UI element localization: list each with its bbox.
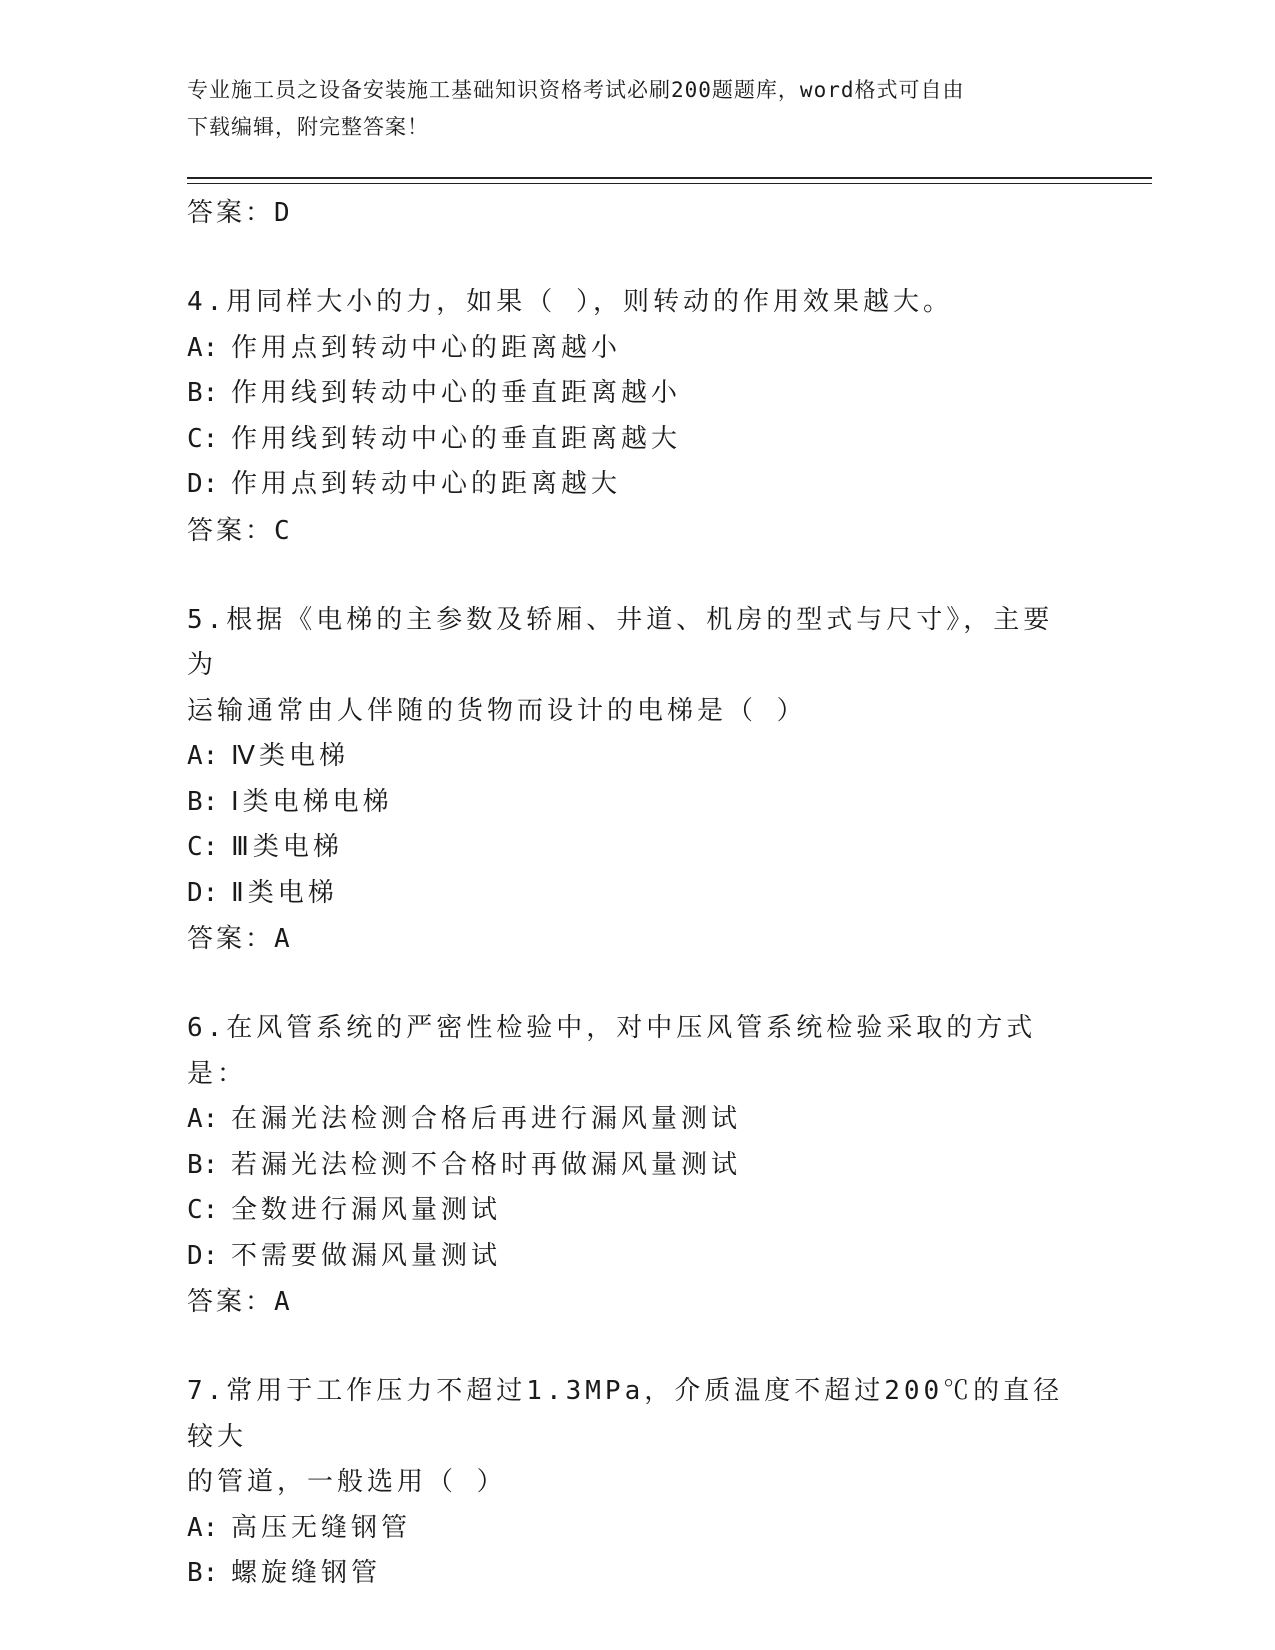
answer-option <box>187 371 1067 417</box>
option-text: Ⅱ类电梯 <box>231 877 338 908</box>
option-text: 高压无缝钢管 <box>231 1512 412 1543</box>
option-key: B: <box>187 1558 219 1588</box>
answer-line <box>187 1279 1067 1325</box>
option-text: 作用线到转动中心的垂直距离越大 <box>231 423 682 454</box>
question-block <box>187 598 1067 963</box>
option-text: Ⅲ类电梯 <box>231 832 343 862</box>
option-key: D: <box>187 469 219 499</box>
answer-value: C <box>274 515 291 546</box>
option-key: C: <box>187 832 219 862</box>
answer-label: 答案： <box>187 1287 275 1317</box>
answer-option <box>187 1234 1067 1280</box>
option-text: 不需要做漏风量测试 <box>231 1240 502 1271</box>
question-block <box>187 1369 1067 1597</box>
option-key: B: <box>187 378 219 408</box>
question-stem: 的管道，一般选用（ ） <box>187 1467 507 1497</box>
answer-value: A <box>274 1287 291 1317</box>
answer-option <box>187 780 1067 826</box>
answer-line <box>187 508 1067 554</box>
option-text: 作用点到转动中心的距离越小 <box>231 332 622 363</box>
option-key: D: <box>187 877 219 908</box>
option-text: 作用点到转动中心的距离越大 <box>231 469 622 499</box>
question-stem: 4.用同样大小的力，如果（ ），则转动的作用效果越大。 <box>187 287 953 317</box>
option-key: C: <box>187 1195 219 1225</box>
question-stem: 6.在风管系统的严密性检验中，对中压风管系统检验采取的方式是： <box>187 1013 1037 1089</box>
answer-option <box>187 1097 1067 1143</box>
question-list <box>187 190 1067 1597</box>
question-block <box>187 280 1067 554</box>
answer-option <box>187 326 1067 372</box>
document-header <box>187 72 1067 146</box>
header-divider-thin <box>187 183 1152 184</box>
option-key: A: <box>187 332 219 363</box>
answer-option <box>187 871 1067 917</box>
answer-option <box>187 1188 1067 1234</box>
option-text: 若漏光法检测不合格时再做漏风量测试 <box>231 1149 742 1180</box>
header-line-2: 下载编辑，附完整答案！ <box>187 115 429 139</box>
option-text: 在漏光法检测合格后再进行漏风量测试 <box>231 1104 742 1134</box>
option-text: Ⅰ类电梯电梯 <box>231 786 393 817</box>
option-key: A: <box>187 1104 219 1134</box>
option-key: C: <box>187 423 219 454</box>
option-key: D: <box>187 1240 219 1271</box>
option-key: A: <box>187 741 219 771</box>
option-text: 作用线到转动中心的垂直距离越小 <box>231 378 682 408</box>
question-stem: 7.常用于工作压力不超过1.3MPa，介质温度不超过200℃的直径较大 <box>187 1376 1064 1452</box>
answer-option <box>187 462 1067 508</box>
option-text: 螺旋缝钢管 <box>231 1558 382 1588</box>
answer-label: 答案： <box>187 198 275 228</box>
answer-value: A <box>274 924 291 954</box>
answer-label: 答案： <box>187 515 275 546</box>
option-text: Ⅳ类电梯 <box>231 741 349 771</box>
answer-value: D <box>274 198 291 228</box>
answer-option <box>187 1506 1067 1552</box>
question-stem: 5.根据《电梯的主参数及轿厢、井道、机房的型式与尺寸》，主要为 <box>187 604 1054 680</box>
answer-option <box>187 734 1067 780</box>
answer-option <box>187 1551 1067 1597</box>
option-text: 全数进行漏风量测试 <box>231 1195 502 1225</box>
option-key: A: <box>187 1512 219 1543</box>
answer-line <box>187 916 1067 962</box>
answer-label: 答案： <box>187 924 275 954</box>
question-stem: 运输通常由人伴随的货物而设计的电梯是（ ） <box>187 695 807 726</box>
answer-option <box>187 1143 1067 1189</box>
answer-line <box>187 190 1067 236</box>
question-block <box>187 1006 1067 1325</box>
header-divider <box>187 177 1152 179</box>
answer-option <box>187 825 1067 871</box>
option-key: B: <box>187 1149 219 1180</box>
answer-option <box>187 417 1067 463</box>
header-line-1: 专业施工员之设备安装施工基础知识资格考试必刷200题题库，word格式可自由 <box>187 78 965 102</box>
option-key: B: <box>187 786 219 817</box>
